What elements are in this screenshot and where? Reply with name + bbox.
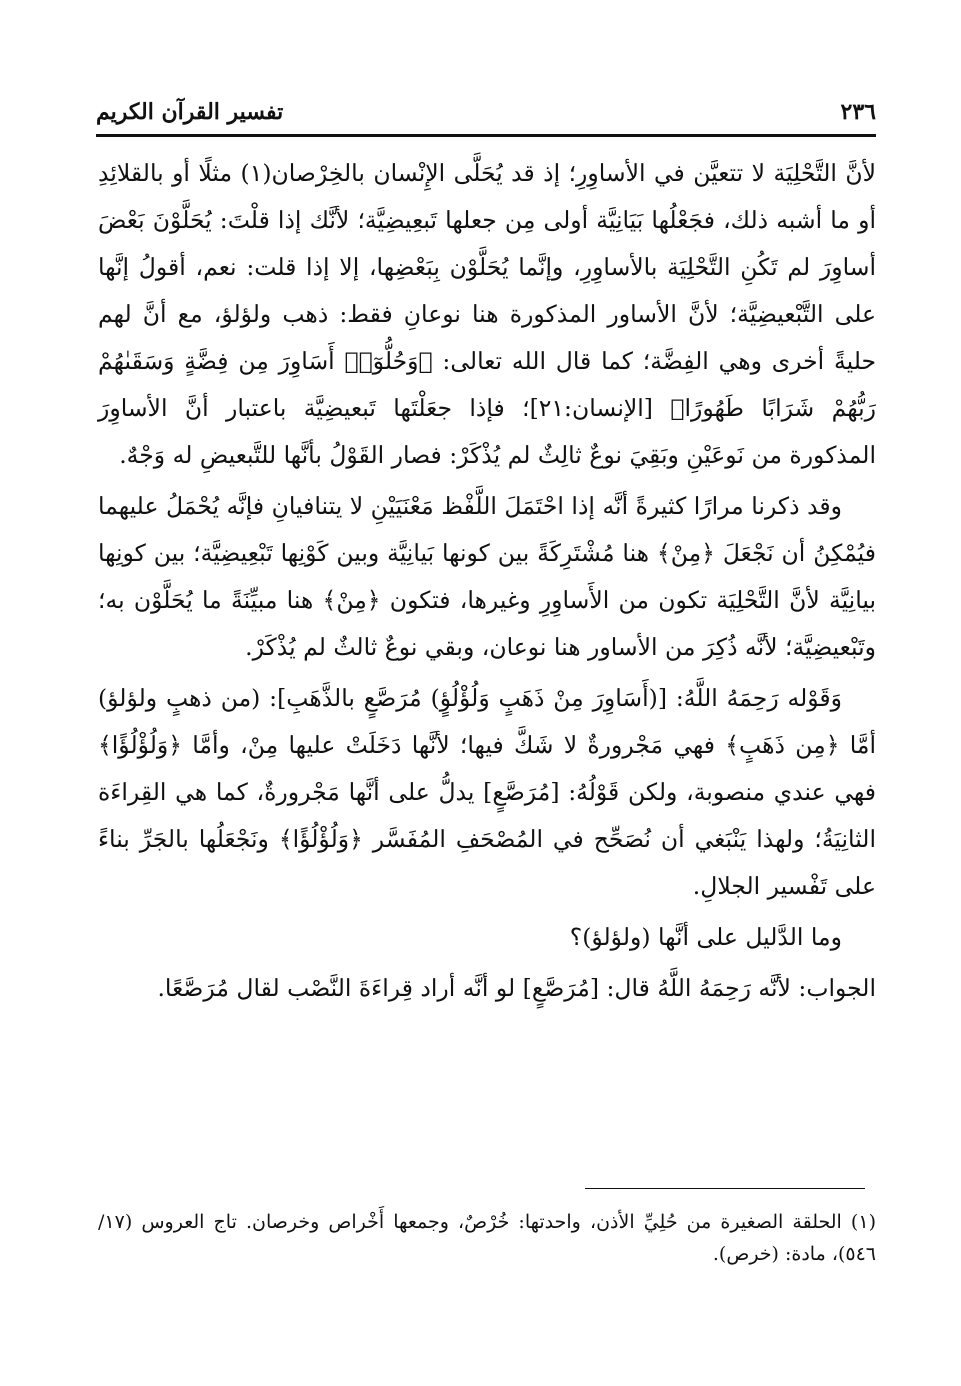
question-line: وما الدَّليل على أنَّها (ولؤلؤ)؟ bbox=[569, 923, 842, 951]
paragraph-3: وَقَوْله رَحِمَهُ اللَّهُ: [(أَسَاوِرَ مِنْ ذَهَبٍ وَلُؤْلُؤٍ) مُرَصَّعٍ بالذَّهَبِ]: (من ذهبٍ ولؤلؤ) أمَّا ﴿مِن ذَهَبٍ﴾ فهي مَجْرورةٌ لا شَكَّ فيها؛ لأنَّها دَخَلَتْ عليها مِنْ، وأمَّا ﴿وَلُؤْلُؤًا﴾ فهي عندي منصوبة، ولكن قَوْلُهُ: [مُرَصَّعٍ] يدلُّ على أنَّها مَجْرورةٌ، كما هي القِراءَة الثانِيَةُ؛ ولهذا يَنْبَغي أن نُصَحِّح في المُصْحَفِ المُفَسَّر ﴿وَلُؤْلُؤًا﴾ ونَجْعَلُها بالجَرِّ بناءً على تَفْسير الجلالِ. bbox=[98, 684, 876, 900]
answer-line: الجواب: لأنَّه رَحِمَهُ اللَّهُ قال: [مُرَصَّعٍ] لو أنَّه أراد قِراءَةَ النَّصْب لقال مُرَصَّعًا. bbox=[157, 974, 876, 1002]
header-rule bbox=[96, 134, 876, 137]
book-title: تفسير القرآن الكريم bbox=[96, 99, 284, 125]
body-text bbox=[98, 150, 876, 1012]
footnote-rule bbox=[585, 1188, 865, 1189]
paragraph-2: وقد ذكرنا مرارًا كثيرةً أنَّه إذا احْتَمَلَ اللَّفْظ مَعْنَيَيْنِ لا يتنافيانِ فإنَّه يُحْمَلُ عليهما فيُمْكِنُ أن نَجْعَلَ ﴿مِنْ﴾ هنا مُشْتَرِكَةً بين كونها بَيانِيَّة وبين كَوْنِها تَبْعِيضِيَّة؛ بين كونِها بيانِيَّة لأنَّ التَّحْلِيَة تكون من الأَساوِرِ وغيرها، فتكون ﴿مِنْ﴾ هنا مبيِّنَةً ما يُحَلَّوْن به؛ وتَبْعيضِيَّة؛ لأنَّه ذُكِرَ من الأساور هنا نوعان، وبقي نوعٌ ثالثٌ لم يُذْكَرْ. bbox=[98, 492, 876, 661]
page-header bbox=[96, 92, 876, 132]
paragraph-1: لأنَّ التَّحْلِيَة لا تتعيَّن في الأساوِرِ؛ إذ قد يُحَلَّى الإِنْسان بالخِرْصان(١) مثلًا أو بالقلائِدِ أو ما أشبه ذلك، فجَعْلُها بَيَانِيَّة أولى مِن جعلها تَبعِيضِيَّة؛ لأنَّك إذا قلْتَ: يُحَلَّوْنَ بَعْضَ أساوِرَ لم تَكُنِ التَّحْلِيَة بالأساوِرِ، وإنَّما يُحَلَّوْن بِبَعْضِها، إلا إذا قلت: نعم، أقولُ إنَّها على التَّبْعيضِيَّة؛ لأنَّ الأساور المذكورة هنا نوعانِ فقط: ذهب ولؤلؤ، مع أنَّ لهم حليةً أخرى وهي الفِضَّة؛ كما قال الله تعالى: ﴿وَحُلُّوٓا۟ أَسَاوِرَ مِن فِضَّةٍ وَسَقَىٰهُمْ رَبُّهُمْ شَرَابًا طَهُورًا﴾ [الإنسان:٢١]؛ فإذا جعَلْتَها تَبعيضِيَّة باعتبار أنَّ الأساوِرَ المذكورة من نَوعَيْنِ وبَقِيَ نوعٌ ثالِثٌ لم يُذْكَرْ: فصار القَوْلُ بأنَّها للتَّبعيضِ له وَجْهٌ. bbox=[98, 159, 876, 469]
footnote-1: (١) الحلقة الصغيرة من حُلِيِّ الأذن، واحدتها: خُرْصٌ، وجمعها أَخْراص وخرصان. تاج العروس (١٧/ ٥٤٦)، مادة: (خرص). bbox=[98, 1211, 876, 1265]
page-number: ٢٣٦ bbox=[840, 99, 876, 125]
